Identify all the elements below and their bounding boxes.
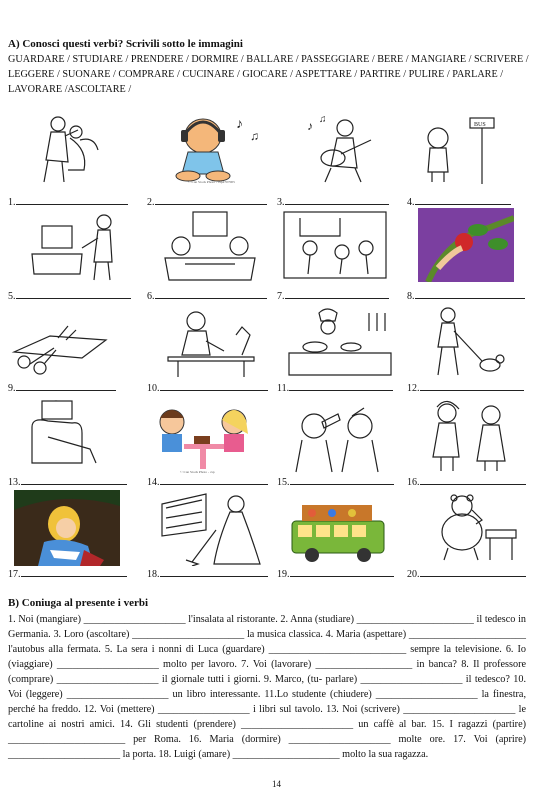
drinking-image — [282, 400, 392, 474]
label-number-10: 10. — [147, 383, 160, 394]
label-number-5: 5. — [8, 291, 16, 302]
answer-line-6[interactable] — [155, 289, 267, 299]
label-number-12: 12. — [407, 383, 420, 394]
bus-sign-text: BUS — [474, 122, 486, 128]
answer-line-16[interactable] — [420, 475, 526, 485]
answer-line-11[interactable] — [289, 381, 393, 391]
label-number-15: 15. — [277, 477, 290, 488]
label-number-4: 4. — [407, 197, 415, 208]
answer-line-5[interactable] — [16, 289, 131, 299]
kids-eating-image — [150, 400, 260, 474]
label-number-6: 6. — [147, 291, 155, 302]
label-number-18: 18. — [147, 569, 160, 580]
label-number-14: 14. — [147, 477, 160, 488]
page-number: 14 — [272, 779, 281, 789]
section-a-title: A) Conosci questi verbi? Scrivili sotto le immagini — [8, 38, 243, 50]
answer-line-2[interactable] — [155, 195, 267, 205]
label-number-3: 3. — [277, 197, 285, 208]
stock-photo-caption-2: © Can Stock Photo - csp — [180, 470, 215, 474]
women-talking-image — [415, 397, 525, 471]
label-number-2: 2. — [147, 197, 155, 208]
answer-line-20[interactable] — [420, 567, 526, 577]
cleaning-girl-image — [156, 490, 268, 566]
label-number-19: 19. — [277, 569, 290, 580]
answer-line-19[interactable] — [290, 567, 394, 577]
cooking-chef-image — [285, 305, 395, 379]
students-studying-image — [155, 208, 265, 282]
label-number-1: 1. — [8, 197, 16, 208]
walking-dog-image — [418, 305, 528, 379]
answer-line-3[interactable] — [285, 195, 389, 205]
buying-fruit-image — [418, 208, 514, 282]
svg-text:♪: ♪ — [307, 119, 313, 133]
waiting-bus-image — [410, 110, 520, 184]
sleeping-girl-image — [14, 490, 120, 566]
bear-phone-image — [418, 490, 528, 564]
label-number-9: 9. — [8, 383, 16, 394]
answer-line-9[interactable] — [16, 381, 116, 391]
verb-list: GUARDARE / STUDIARE / PRENDERE / DORMIRE / BALLARE / PASSEGGIARE / BERE / MANGIARE / SCRIVERE / LEGGERE / SUONARE / COMPRARE / CUCINARE / GIOCARE / ASPETTARE / PARTIRE / PULIRE / PARLARE / LAVORARE /ASCOLTARE / — [8, 54, 529, 95]
writing-desk-image — [158, 305, 268, 379]
dancing-couple-image — [18, 110, 128, 184]
label-number-8: 8. — [407, 291, 415, 302]
svg-text:♪: ♪ — [236, 117, 243, 132]
child-headphones-image — [158, 110, 268, 184]
label-number-17: 17. — [8, 569, 21, 580]
label-number-7: 7. — [277, 291, 285, 302]
office-worker-image — [20, 208, 130, 282]
label-number-20: 20. — [407, 569, 420, 580]
answer-line-14[interactable] — [160, 475, 268, 485]
stock-photo-caption: © Can Stock Photo - csp4707005 — [188, 180, 235, 184]
label-number-11: 11. — [277, 383, 290, 394]
answer-line-1[interactable] — [16, 195, 128, 205]
answer-line-7[interactable] — [285, 289, 389, 299]
svg-text:♫: ♫ — [250, 129, 259, 143]
scissors-paper-image — [10, 312, 120, 386]
answer-line-17[interactable] — [21, 567, 127, 577]
answer-line-10[interactable] — [160, 381, 268, 391]
svg-text:♫: ♫ — [319, 114, 327, 125]
kids-playing-image — [280, 208, 390, 282]
label-number-16: 16. — [407, 477, 420, 488]
answer-line-13[interactable] — [21, 475, 127, 485]
answer-line-4[interactable] — [415, 195, 511, 205]
reading-armchair-image — [12, 397, 122, 471]
label-number-13: 13. — [8, 477, 21, 488]
section-b-exercise-text: 1. Noi (mangiare) ____________________ l'insalata al ristorante. 2. Anna (studiare) _______________________ il tedesco in Germania. 3. Loro (ascoltare) ______________________ la musica classica. 4. Maria (aspettare) _______________________ l'autobus alla fermata. 5. La sera i nonni di Luca (guardare) ___________________________ sempre la televisione. 6. Io (viaggiare) ____________________ molto per lavoro. 7. Voi (lavorare) ___________________ in banca? 8. Il professore (comprare) ____________________ il giornale tutti i giorni. 9. Marco, (tu- parlare) ____________________ il tedesco? 10. Voi (leggere) ____________________ un libro interessante. 11.Lo studente (chiudere) ____________________ la finestra, perché ha freddo. 12. Voi (mettere) __________________ i libri sul tavolo. 13. Noi (scrivere) ______________________ le cartoline ai nostri amici. 14. Gli studenti (prendere) ______________________ un caffè al bar. 15. I ragazzi (partire) _______________________ per Roma. 16. Maria (dormire) ____________________ molte ore. 17. Voi (aprire) ______________________ la porta. 18. Luigi (amare) _____________________ molto la sua ragazza. — [8, 614, 526, 760]
guitar-player-image — [285, 110, 395, 184]
answer-line-18[interactable] — [160, 567, 268, 577]
answer-line-8[interactable] — [415, 289, 525, 299]
answer-line-12[interactable] — [420, 381, 524, 391]
section-b-title: B) Coniuga al presente i verbi — [8, 597, 149, 609]
answer-line-15[interactable] — [290, 475, 394, 485]
bus-trip-image — [284, 495, 394, 569]
